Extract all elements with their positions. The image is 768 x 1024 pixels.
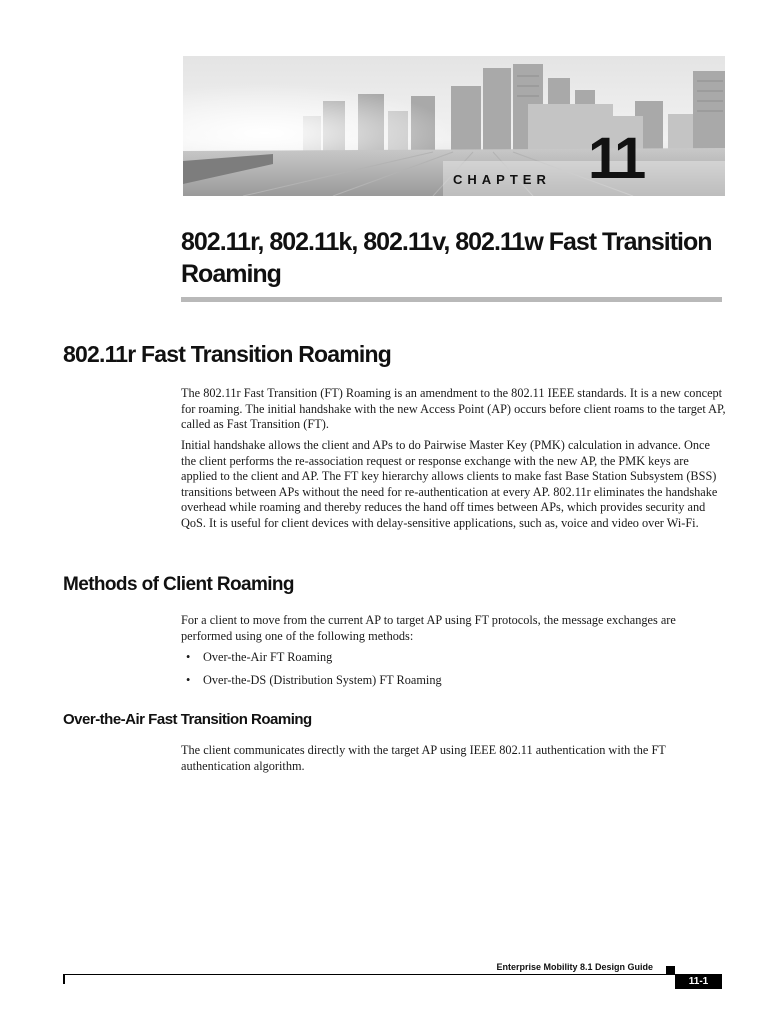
list-item-text: Over-the-DS (Distribution System) FT Roaming	[203, 672, 442, 687]
footer-rule	[63, 974, 675, 975]
chapter-label: CHAPTER	[453, 172, 551, 187]
section-heading-methods: Methods of Client Roaming	[63, 574, 294, 595]
title-divider	[181, 297, 722, 302]
page-number: 11-1	[675, 974, 722, 989]
list-item	[181, 650, 726, 666]
footer-guide-title: Enterprise Mobility 8.1 Design Guide	[496, 962, 653, 972]
over-the-air-paragraph: The client communicates directly with the target AP using IEEE 802.11 authentication with the FT authentication algorithm.	[181, 743, 666, 773]
bullet-icon: •	[186, 650, 191, 664]
chapter-title: 802.11r, 802.11k, 802.11v, 802.11w Fast Transition Roaming	[181, 228, 712, 288]
footer-tick	[63, 974, 65, 984]
section-heading-over-the-air: Over-the-Air Fast Transition Roaming	[63, 711, 312, 728]
section-heading-ft-roaming: 802.11r Fast Transition Roaming	[63, 341, 391, 367]
ft-roaming-paragraph-2: Initial handshake allows the client and APs to do Pairwise Master Key (PMK) calculation in advance. Once the client performs the re-association request or response exchange with the new AP, the PMK keys are applied to the client and AP. The FT key hierarchy allows clients to make fast Base Station Subsystem (BSS) transitions between APs without the need for re-authentication at every AP. 802.11r eliminates the handshake overhead while roaming and thereby reduces the hand off times between APs, which provides security and QoS. It is useful for client devices with delay-sensitive applications, such as, voice and video over Wi-Fi.	[181, 438, 718, 530]
list-item	[181, 673, 726, 689]
methods-bullet-list	[181, 650, 726, 695]
ft-roaming-paragraph-1: The 802.11r Fast Transition (FT) Roaming is an amendment to the 802.11 IEEE standards. It is a new concept for roaming. The initial handshake with the new Access Point (AP) occurs before client roams to the target AP, called as Fast Transition (FT).	[181, 386, 726, 431]
methods-intro-paragraph: For a client to move from the current AP to target AP using FT protocols, the message exchanges are performed using one of the following methods:	[181, 613, 676, 643]
bullet-icon: •	[186, 672, 191, 687]
list-item-text: Over-the-Air FT Roaming	[203, 650, 333, 664]
chapter-number: 11	[588, 126, 644, 191]
